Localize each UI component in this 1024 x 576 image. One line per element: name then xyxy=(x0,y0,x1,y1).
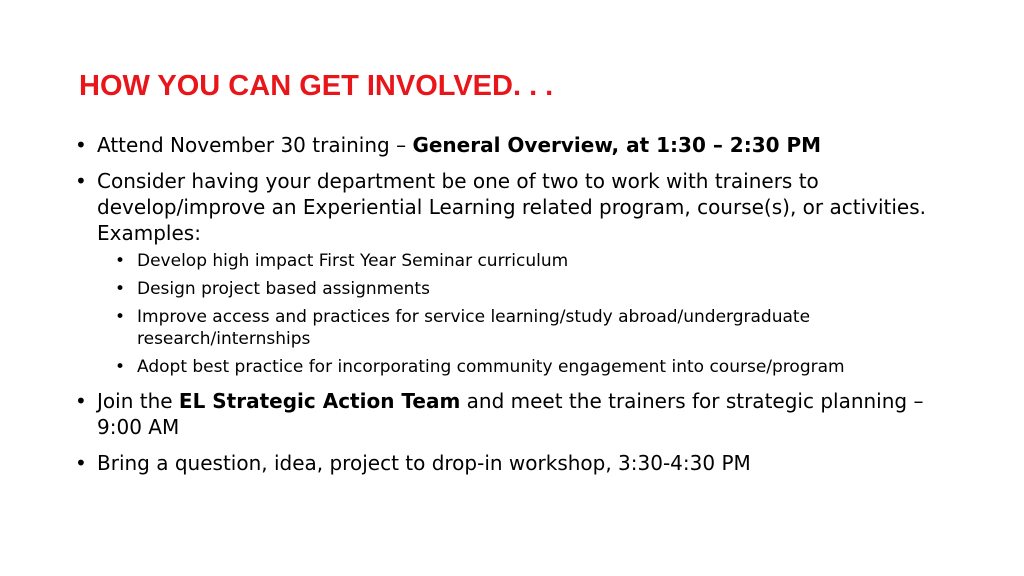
item-text-bold: EL Strategic Action Team xyxy=(178,389,461,413)
sub-item-text: Adopt best practice for incorporating community engagement into course/program xyxy=(137,357,845,377)
bullet-icon: • xyxy=(75,133,87,157)
sub-item-text: Design project based assignments xyxy=(137,279,430,299)
bullet-icon: • xyxy=(75,389,87,413)
sub-bullet-item xyxy=(97,306,953,350)
item-text: Attend November 30 training – xyxy=(97,133,413,157)
sub-item-text: Develop high impact First Year Seminar curriculum xyxy=(137,251,569,271)
bullet-item-department xyxy=(73,168,953,378)
bullet-item-training xyxy=(73,132,953,158)
item-text: Consider having your department be one of two to work with trainers to develop/improve an Experiential Learning related program, course(s), or activities. Examples: xyxy=(97,169,927,245)
bullet-item-workshop xyxy=(73,450,953,476)
bullet-item-action-team xyxy=(73,388,953,440)
item-text: and meet the trainers for strategic planning – 9:00 AM xyxy=(97,389,924,439)
item-text-bold: General Overview, at 1:30 – 2:30 PM xyxy=(412,133,822,157)
sub-bullet-item xyxy=(97,278,953,300)
bullet-icon: • xyxy=(115,307,126,327)
bullet-icon: • xyxy=(75,169,87,193)
sub-bullet-item xyxy=(97,250,953,272)
bullet-icon: • xyxy=(115,279,126,299)
bullet-icon: • xyxy=(115,357,126,377)
item-text: Bring a question, idea, project to drop-in workshop, 3:30-4:30 PM xyxy=(97,451,751,475)
slide-title: HOW YOU CAN GET INVOLVED. . . xyxy=(79,70,554,102)
sub-item-text: Improve access and practices for service learning/study abroad/undergraduate research/internships xyxy=(137,307,811,349)
bullet-icon: • xyxy=(75,451,87,475)
sub-bullet-list xyxy=(97,250,953,378)
sub-bullet-item xyxy=(97,356,953,378)
bullet-icon: • xyxy=(115,251,126,271)
bullet-list xyxy=(73,132,953,486)
item-text: Join the xyxy=(97,389,179,413)
